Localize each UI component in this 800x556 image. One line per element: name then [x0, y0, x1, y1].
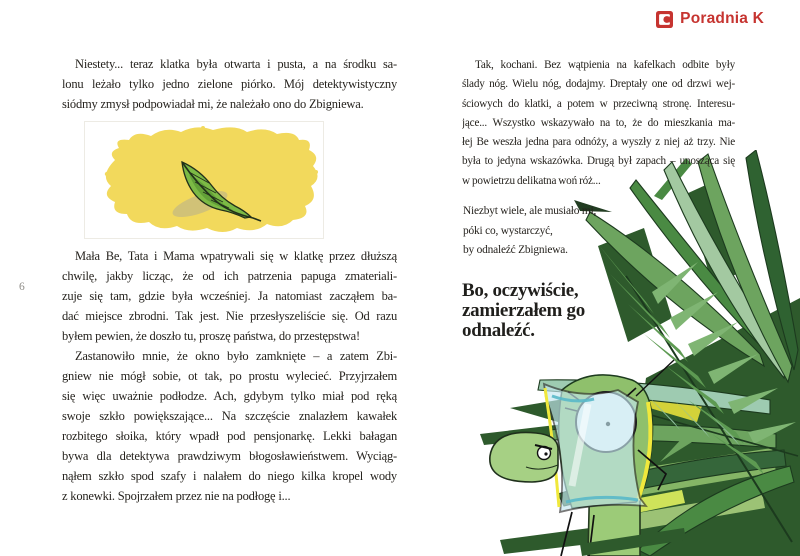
text-line: chwilę, jakby licząc, że od ich patrzenia papuga zmateriali-	[62, 269, 397, 283]
text-line: Mała Be, Tata i Mama wpatrywali się w klatkę przez dłuższą	[75, 249, 397, 263]
brand-logo	[656, 10, 764, 28]
page-number: 6	[19, 281, 25, 293]
statement-text	[462, 281, 585, 340]
text-line: ściowych do klatki, a potem w przeciwną stronę. Interesu-	[462, 97, 735, 110]
aside-text	[463, 202, 596, 261]
text-line: Niezbyt wiele, ale musiało mi,	[463, 205, 597, 217]
yellow-splash	[106, 127, 318, 232]
text-line: z konewki. Spojrzałem przez nie na podłogę i...	[62, 489, 291, 503]
text-line: by odnaleźć Zbigniewa.	[463, 244, 568, 257]
text-line: odnaleźć.	[462, 319, 535, 341]
text-line: była to jedyna wskazówka. Drugą był zapach – unosząca się	[462, 155, 735, 168]
paragraph	[62, 54, 397, 114]
text-line: Tak, kochani. Bez wątpienia na kafelkach odbite były	[475, 59, 735, 71]
text-line: gniew nie mógł sobie, ot tak, po prostu wylecieć. Przyjrzałem	[62, 369, 397, 383]
magnifying-glass-shard	[544, 384, 646, 512]
text-line: byłem pewien, że doszło tu, proszę państwa, do przestępstwa!	[62, 329, 360, 343]
text-line: się więc uważnie podłodze. Ach, gdybym tylko miał pod ręką	[62, 389, 397, 403]
text-line: bywa dla detektywa prawdziwym błogosławieństwem. Wyciąg-	[62, 449, 397, 463]
text-line: swoje szkło powiększające... Na szczęście znalazłem kawałek	[62, 409, 397, 423]
text-line: w powietrzu delikatna woń róż...	[462, 174, 601, 187]
text-line: póki co, wystarczyć,	[463, 224, 553, 237]
text-line: dać miejsce zbrodni. Tak jest. Nie przesłyszeliście się. Od razu	[62, 309, 397, 323]
text-line: nąłem szkło spod szafy i nalałem do niego kilka kropel wody	[62, 469, 397, 483]
text-line: Bo, oczywiście,	[462, 280, 579, 301]
paragraph	[62, 246, 397, 506]
text-line: zamierzałem go	[462, 299, 585, 321]
text-line: Zastanowiło mnie, że okno było zamknięte – a zatem Zbi-	[75, 349, 397, 363]
paragraph	[462, 56, 735, 191]
poradnia-k-logo-icon	[656, 11, 673, 28]
text-line: lonu leżało tylko jedno zielone piórko. Mój detektywistyczny	[62, 77, 397, 91]
feather-illustration-frame	[84, 121, 324, 239]
text-line: rozbitego słoika, który wpadł pod pensjonarkę. Lekki bałagan	[62, 429, 397, 443]
brand-label: Poradnia K	[680, 10, 764, 27]
text-line: łej Be weszła jedna para odnóży, a wyszły z niej aż trzy. Nie	[462, 136, 735, 149]
text-line: jące... Wszystko wskazywało na to, że do mieszkania ma-	[462, 116, 735, 129]
text-line: zuje się tam, gdzie była wcześniej. Ja natomiast zacząłem ba-	[62, 289, 397, 303]
feather-illustration	[85, 122, 323, 238]
text-line: ślady nóg. Wielu nóg, dodajmy. Dreptały one od drzwi wej-	[462, 78, 735, 91]
text-line: siódmy zmysł podpowiadał mi, że należało ono do Zbigniewa.	[62, 97, 364, 111]
text-line: Niestety... teraz klatka była otwarta i pusta, a na środku sa-	[75, 57, 397, 71]
